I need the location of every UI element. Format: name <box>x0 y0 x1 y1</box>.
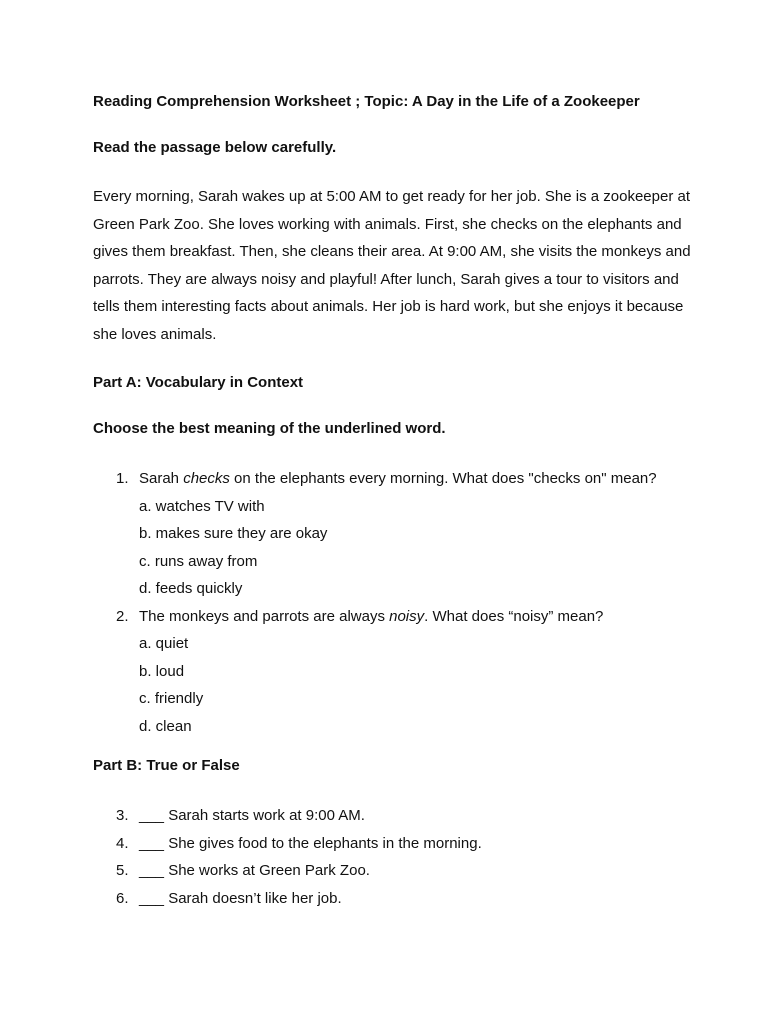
item-text: ___ Sarah doesn’t like her job. <box>139 889 342 907</box>
item-number: 4. <box>116 834 129 852</box>
true-false-item <box>93 802 693 830</box>
worksheet-title: Reading Comprehension Worksheet ; Topic: A Day in the Life of a Zookeeper <box>93 93 640 110</box>
part-a-title: Part A: Vocabulary in Context <box>93 374 304 391</box>
answer-option: c. runs away from <box>139 552 258 570</box>
reading-instruction: Read the passage below carefully. <box>93 139 337 156</box>
item-number: 6. <box>116 889 129 907</box>
answer-option: c. friendly <box>139 690 204 707</box>
underlined-word: checks <box>183 470 230 487</box>
answer-option: d. clean <box>139 717 192 735</box>
answer-option: a. quiet <box>139 635 189 652</box>
part-b-title: Part B: True or False <box>93 757 240 774</box>
true-false-item <box>93 885 693 913</box>
worksheet-page <box>93 92 693 912</box>
true-false-item <box>93 830 693 858</box>
true-false-list <box>93 802 693 912</box>
question-1 <box>93 465 693 493</box>
item-number: 3. <box>116 807 129 824</box>
underlined-word: noisy <box>389 607 425 625</box>
item-text: ___ She works at Green Park Zoo. <box>139 862 370 879</box>
answer-option: b. makes sure they are okay <box>139 525 328 542</box>
answer-option: b. loud <box>139 662 185 680</box>
item-text: ___ She gives food to the elephants in the morning. <box>139 834 482 852</box>
item-text: ___ Sarah starts work at 9:00 AM. <box>139 807 365 824</box>
part-a-instruction: Choose the best meaning of the underlined word. <box>93 420 446 437</box>
true-false-item <box>93 857 693 885</box>
item-number: 5. <box>116 862 129 879</box>
question-number: 1. <box>116 470 129 487</box>
answer-option: d. feeds quickly <box>139 580 243 597</box>
question-number: 2. <box>116 607 129 625</box>
question-text-start: Sarah <box>139 470 184 487</box>
reading-passage: Every morning, Sarah wakes up at 5:00 AM to get ready for her job. She is a zookeeper at Green Park Zoo. She loves working with animals. First, she checks on the elephants and gives them breakfast. Then, she cleans their area. At 9:00 AM, she visits the monkeys and parrots. They are always noisy and playful! After lunch, Sarah gives a tour to visitors and tells them interesting facts about animals. Her job is hard work, but she enjoys it because she loves animals. <box>93 188 691 343</box>
question-block <box>93 465 693 740</box>
answer-option: a. watches TV with <box>139 497 265 515</box>
question-text-end: on the elephants every morning. What does "checks on" mean? <box>229 470 657 487</box>
question-text-start: The monkeys and parrots are always <box>139 607 390 625</box>
question-text-end: . What does “noisy” mean? <box>424 607 604 625</box>
question-2 <box>93 603 693 631</box>
